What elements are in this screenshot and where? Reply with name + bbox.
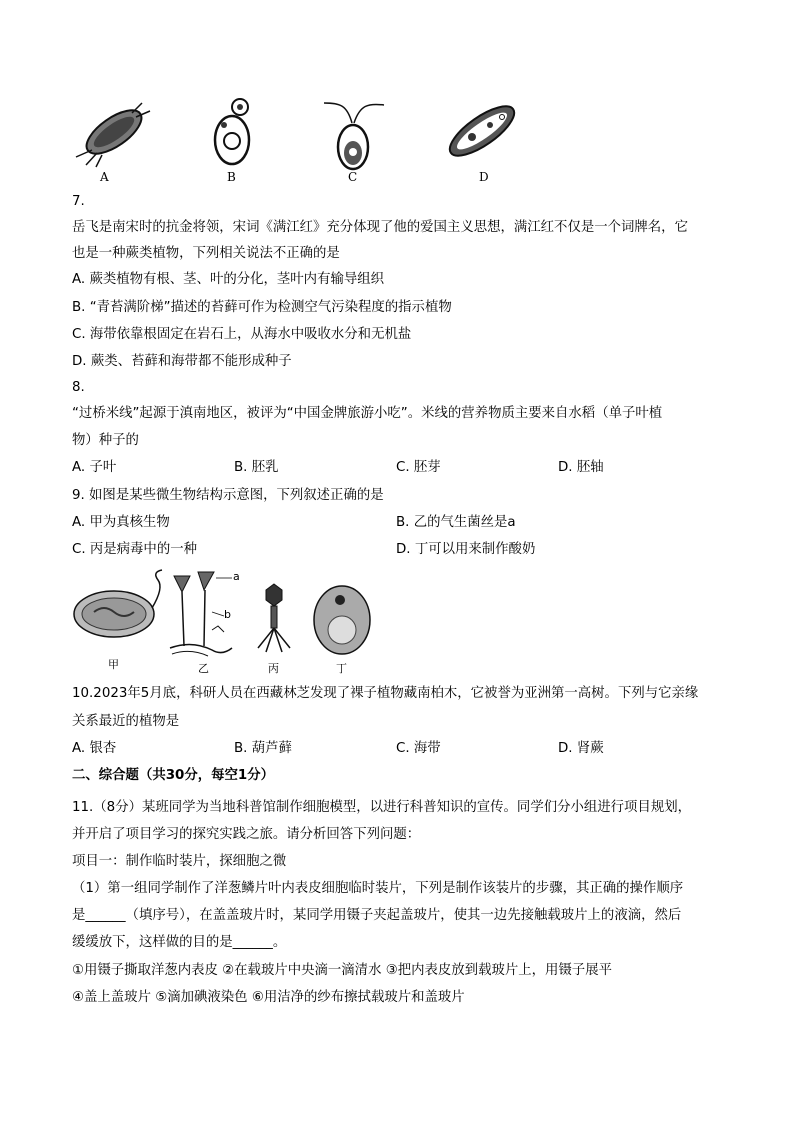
question-9-option-b: B. 乙的气生菌丝是a (396, 515, 516, 530)
yeast-drawing-b (215, 99, 249, 164)
question-11-project-1: 项目一：制作临时装片，探细胞之微 (72, 854, 287, 869)
question-10-option-c: C. 海带 (396, 741, 441, 756)
question-11-steps-line-2: ④盖上盖玻片 ⑤滴加碘液染色 ⑥用洁净的纱布擦拭载玻片和盖玻片 (72, 990, 465, 1005)
question-10-option-a: A. 银杏 (72, 741, 117, 756)
figure-label-jia: 甲 (108, 658, 119, 671)
bacterium-drawing-a (76, 102, 150, 167)
question-9-option-c: C. 丙是病毒中的一种 (72, 542, 197, 557)
question-7-stem-line-1: 岳飞是南宋时的抗金将领，宋词《满江红》充分体现了他的爱国主义思想，满江红不仅是一个词牌名，它 (72, 220, 688, 235)
question-9-option-a: A. 甲为真核生物 (72, 515, 170, 530)
microorganism-drawings (72, 95, 532, 190)
yeast-drawing-ding (314, 586, 370, 654)
question-8-stem-line-1: “过桥米线”起源于滇南地区，被评为“中国金牌旅游小吃”。米线的营养物质主要来自水稻（单子叶植 (72, 406, 663, 421)
figure-label-b: B (227, 170, 236, 184)
question-11-stem-line-2: 并开启了项目学习的探究实践之旅。请分析回答下列问题： (72, 827, 421, 842)
question-10-option-d: D. 肾蕨 (558, 741, 604, 756)
question-8-option-c: C. 胚芽 (396, 460, 441, 475)
question-9-option-d: D. 丁可以用来制作酸奶 (396, 542, 536, 557)
mold-drawing-yi (170, 572, 232, 656)
figure-label-d: D (479, 170, 489, 184)
question-7-option-b: B. “青苔满阶梯”描述的苔藓可作为检测空气污染程度的指示植物 (72, 300, 452, 315)
section-2-title: 二、综合题（共30分，每空1分） (72, 768, 275, 783)
question-11-stem-line-1: 11.（8分）某班同学为当地科普馆制作细胞模型，以进行科普知识的宣传。同学们分小组进行项目规划， (72, 800, 691, 815)
question-8-number: 8. (72, 380, 85, 395)
question-7-option-c: C. 海带依靠根固定在岩石上，从海水中吸收水分和无机盐 (72, 327, 412, 342)
bacteriophage-drawing-bing (258, 584, 290, 652)
question-11-part-1-line-1: （1）第一组同学制作了洋葱鳞片叶内表皮细胞临时装片，下列是制作该装片的步骤，其正确的操作顺序 (72, 881, 684, 896)
microorganism-figure-q9 (72, 568, 382, 676)
question-10-stem-line-2: 关系最近的植物是 (72, 714, 180, 729)
question-7-stem-line-2: 也是一种蕨类植物，下列相关说法不正确的是 (72, 246, 340, 261)
question-11-part-1-line-3: 缓缓放下，这样做的目的是______。 (72, 935, 287, 950)
figure-label-c: C (348, 170, 358, 184)
question-9-stem: 9. 如图是某些微生物结构示意图，下列叙述正确的是 (72, 488, 384, 503)
question-8-stem-line-2: 物）种子的 (72, 433, 139, 448)
question-7-option-d: D. 蕨类、苔藓和海带都不能形成种子 (72, 354, 292, 369)
question-8-option-b: B. 胚乳 (234, 460, 279, 475)
figure-mark-a: a (233, 570, 240, 583)
paramecium-drawing-d (443, 98, 521, 165)
question-7-option-a: A. 蕨类植物有根、茎、叶的分化，茎叶内有输导组织 (72, 272, 385, 287)
figure-label-ding: 丁 (336, 662, 347, 675)
question-11-part-1-line-2: 是______（填序号），在盖盖玻片时，某同学用镊子夹起盖玻片，使其一边先接触载玻片上的液滴，然后 (72, 908, 682, 923)
question-11-steps-line-1: ①用镊子撕取洋葱内表皮 ②在载玻片中央滴一滴清水 ③把内表皮放到载玻片上，用镊子展平 (72, 963, 612, 978)
figure-mark-b: b (224, 608, 231, 621)
chlamydomonas-drawing-c (324, 103, 384, 169)
question-10-stem-line-1: 10.2023年5月底，科研人员在西藏林芝发现了裸子植物藏南柏木，它被誉为亚洲第一高树。下列与它亲缘 (72, 686, 699, 701)
bacterium-drawing-jia (74, 570, 162, 637)
figure-label-yi: 乙 (198, 662, 209, 675)
question-10-option-b: B. 葫芦藓 (234, 741, 292, 756)
question-8-option-a: A. 子叶 (72, 460, 117, 475)
microorganism-figure-q6 (72, 95, 532, 190)
question-8-option-d: D. 胚轴 (558, 460, 604, 475)
figure-label-bing: 丙 (268, 662, 279, 675)
figure-label-a: A (100, 170, 109, 184)
question-7-number: 7. (72, 194, 85, 209)
